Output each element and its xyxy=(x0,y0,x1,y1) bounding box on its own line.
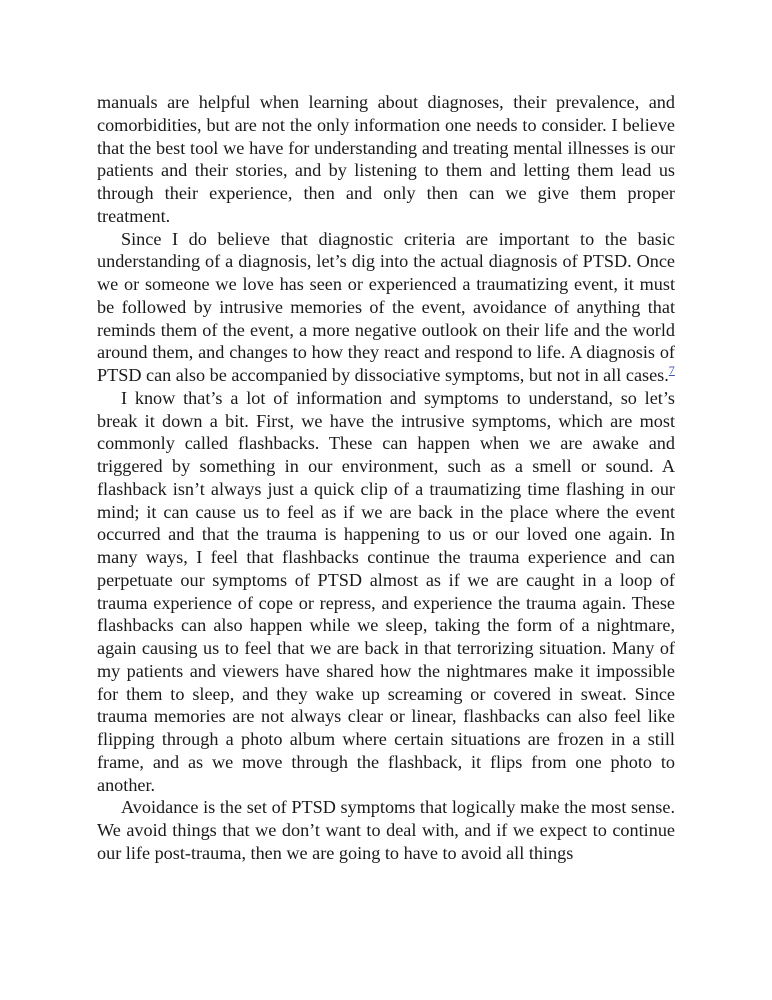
paragraph-1 xyxy=(97,91,675,228)
paragraph-2 xyxy=(97,228,675,387)
paragraph-4 xyxy=(97,796,675,864)
paragraph-4-text: Avoidance is the set of PTSD symptoms that logically make the most sense. We avoid things that we don’t want to deal with, and if we expect to continue our life post-trauma, then we are going to have to avoid all things xyxy=(97,797,675,863)
paragraph-1-text: manuals are helpful when learning about diagnoses, their prevalence, and comorbidities, but are not the only information one needs to consider. I believe that the best tool we have for understanding and treating mental illnesses is our patients and their stories, and by listening to them and letting them lead us through their experience, then and only then can we give them proper treatment. xyxy=(97,92,675,226)
paragraph-3-text: I know that’s a lot of information and symptoms to understand, so let’s break it down a bit. First, we have the intrusive symptoms, which are most commonly called flashbacks. These can happen when we are awake and triggered by something in our environment, such as a smell or sound. A flashback isn’t always just a quick clip of a traumatizing time flashing in our mind; it can cause us to feel as if we are back in the place where the event occurred and that the trauma is happening to us or our loved one again. In many ways, I feel that flashbacks continue the trauma experience and can perpetuate our symptoms of PTSD almost as if we are caught in a loop of trauma experience of cope or repress, and experience the trauma again. These flashbacks can also happen while we sleep, taking the form of a nightmare, again causing us to feel that we are back in that terrorizing situation. Many of my patients and viewers have shared how the nightmares make it impossible for them to sleep, and they wake up screaming or covered in sweat. Since trauma memories are not always clear or linear, flashbacks can also feel like flipping through a photo album where certain situations are frozen in a still frame, and as we move through the flashback, it flips from one photo to another. xyxy=(97,387,675,795)
paragraph-3 xyxy=(97,387,675,797)
document-page xyxy=(97,91,675,865)
paragraph-2-text: Since I do believe that diagnostic criteria are important to the basic understanding of a diagnosis, let’s dig into the actual diagnosis of PTSD. Once we or someone we love has seen or experienced a traumatizing event, it must be followed by intrusive memories of the event, avoidance of anything that reminds them of the event, a more negative outlook on their life and the world around them, and changes to how they react and respond to life. A diagnosis of PTSD can also be accompanied by dissociative symptoms, but not in all cases. xyxy=(97,228,675,385)
footnote-link-7[interactable]: 7 xyxy=(668,362,675,377)
